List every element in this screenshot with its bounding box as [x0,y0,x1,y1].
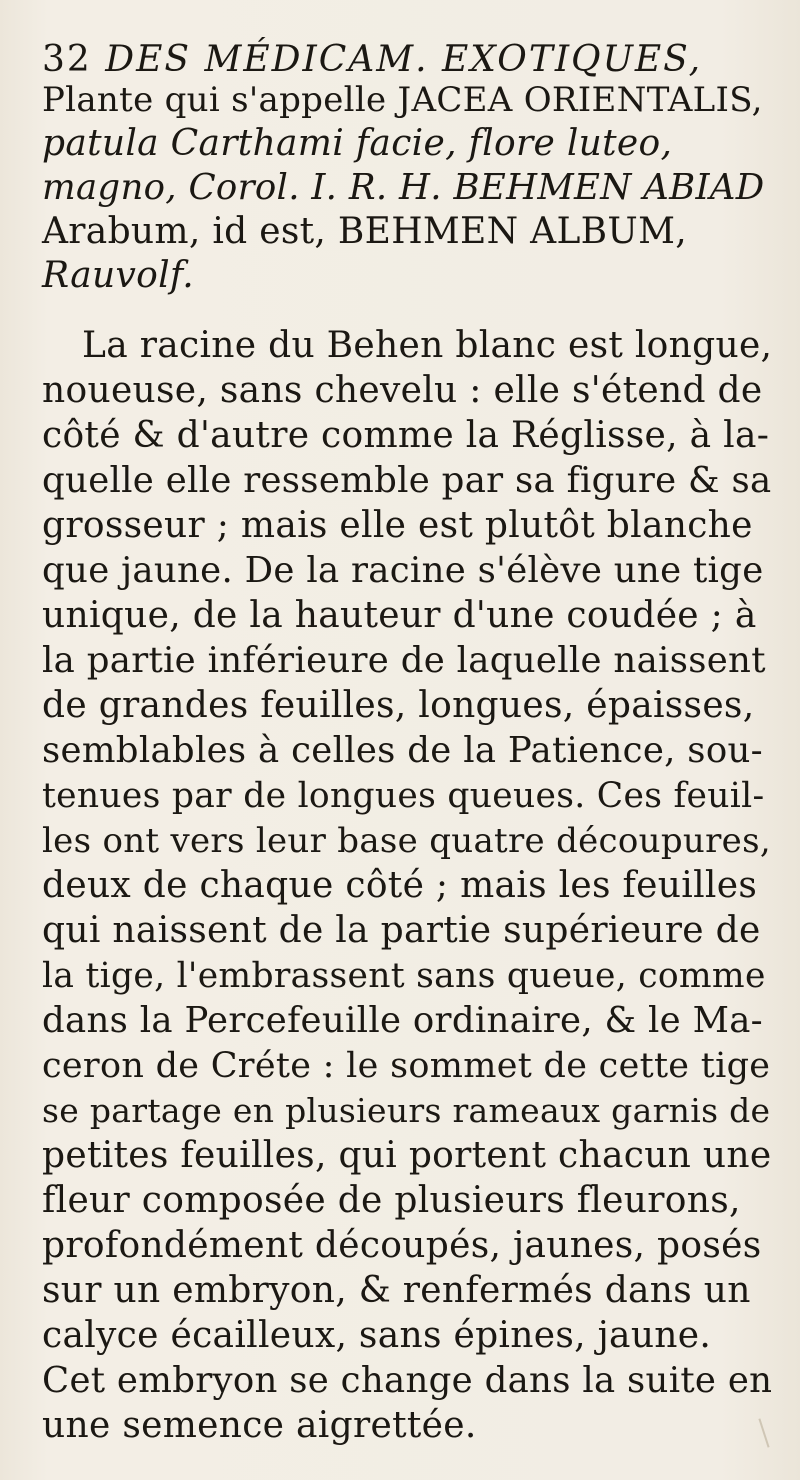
body-line: sur un embryon, & renfermés dans un [42,1270,751,1311]
body-line: dans la Percefeuille ordinaire, & le Ma- [42,1000,763,1041]
paper-mark [758,1418,769,1447]
body-line: les ont vers leur base quatre découpures, [42,821,771,861]
body-line: tenues par de longues queues. Ces feuil- [42,776,765,816]
body-line: la partie inférieure de laquelle naissent [42,640,766,681]
body-line: calyce écailleux, sans épines, jaune. [42,1315,712,1356]
body-line: quelle elle ressemble par sa figure & sa [42,460,772,501]
running-header [42,38,702,82]
intro-line: magno, Corol. I. R. H. BEHMEN ABIAD [42,167,765,208]
body-line: grosseur ; mais elle est plutôt blanche [42,505,753,546]
intro-line: patula Carthami facie, flore luteo, [42,123,673,164]
body-line: fleur composée de plusieurs fleurons, [42,1180,741,1221]
running-title: DES MÉDICAM. EXOTIQUES, [105,39,703,80]
body-line: de grandes feuilles, longues, épaisses, [42,685,755,726]
intro-line: Rauvolf. [42,255,194,296]
body-line: une semence aigrettée. [42,1405,477,1446]
body-line: deux de chaque côté ; mais les feuilles [42,865,758,906]
body-line: semblables à celles de la Patience, sou- [42,730,763,771]
body-line: La racine du Behen blanc est longue, [82,325,773,366]
body-line: petites feuilles, qui portent chacun une [42,1135,772,1176]
body-line: côté & d'autre comme la Réglisse, à la- [42,415,770,456]
body-line: unique, de la hauteur d'une coudée ; à [42,595,757,636]
body-line: se partage en plusieurs rameaux garnis de [42,1091,771,1130]
page-number: 32 [42,39,92,80]
intro-line: Arabum, id est, BEHMEN ALBUM, [42,211,687,252]
body-line: profondément découpés, jaunes, posés [42,1225,762,1266]
body-line: Cet embryon se change dans la suite en [42,1360,773,1401]
body-line: noueuse, sans chevelu : elle s'étend de [42,370,763,411]
body-line: ceron de Créte : le sommet de cette tige [42,1046,771,1086]
body-line: qui naissent de la partie supérieure de [42,910,761,951]
body-line: la tige, l'embrassent sans queue, comme [42,956,766,996]
body-line: que jaune. De la racine s'élève une tige [42,550,764,591]
intro-line: Plante qui s'appelle JACEA ORIENTALIS, [42,80,763,120]
